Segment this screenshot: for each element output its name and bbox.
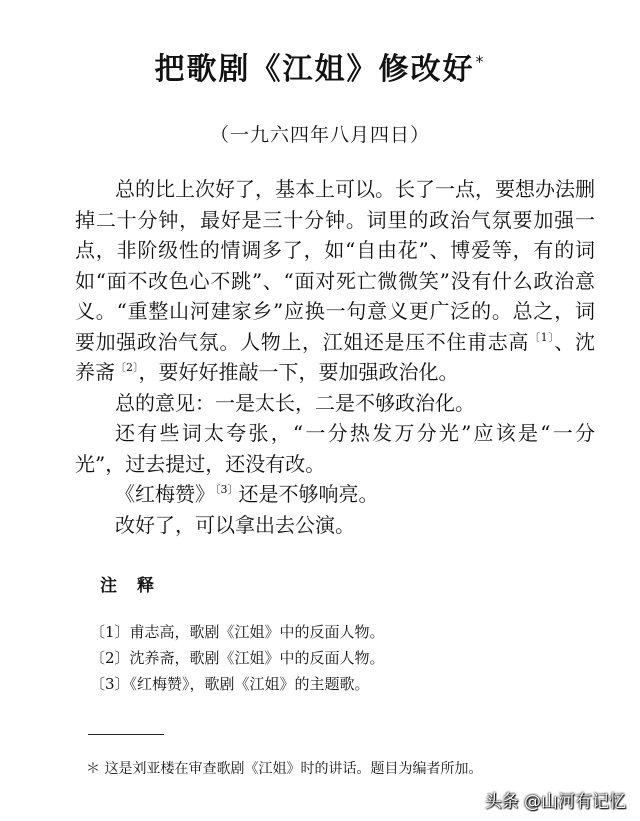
source-watermark: 头条 @山河有记忆 bbox=[484, 792, 626, 812]
paragraph-text: ，要好好推敲一下，要加强政治化。 bbox=[138, 360, 459, 384]
title-footnote-mark: * bbox=[475, 52, 486, 71]
paragraph-3: 还有些词太夸张，“一分热发万分光”应该是“一分光”，过去提过，还没有改。 bbox=[75, 421, 595, 476]
footnote-ref-1: 〔1〕 bbox=[528, 330, 555, 344]
paragraph-text: 总的比上次好了，基本上可以。长了一点，要想办法删掉二十分钟，最好是三十分钟。词里的政治气氛要加强一点，非阶级性的情调多了，如“自由花”、博爱等，有的词如“面不改色心不跳”、“面对死亡微微笑”没有什么政治意义。“重整山河建家乡”应换一句意义更广泛的。总之，词要加强政治气氛。人物上，江姐还是压不住甫志高 bbox=[75, 177, 595, 354]
document-title bbox=[0, 44, 640, 88]
notes-list bbox=[90, 619, 610, 697]
footnote-ref-2: 〔2〕 bbox=[115, 361, 139, 374]
title-text: 把歌剧《江姐》修改好 bbox=[154, 52, 475, 87]
paragraph-text: 还是不够响亮。 bbox=[238, 482, 379, 506]
note-item: 〔3〕《红梅赞》，歌剧《江姐》的主题歌。 bbox=[90, 675, 370, 693]
footnote-ref-3: 〔3〕 bbox=[215, 483, 239, 496]
paragraph-text: 《红梅赞》 bbox=[115, 482, 215, 506]
note-item: 〔1〕甫志高，歌剧《江姐》中的反面人物。 bbox=[90, 623, 385, 641]
paragraph-4 bbox=[75, 479, 595, 510]
paragraph-text: 、沈养斋 bbox=[75, 329, 596, 384]
editor-footnote: ＊ 这是刘亚楼在审查歌剧《江姐》时的讲话。题目为编者所加。 bbox=[86, 761, 483, 777]
paragraph-5: 改好了，可以拿出去公演。 bbox=[115, 512, 355, 537]
speech-body bbox=[75, 174, 595, 540]
footnote-divider bbox=[88, 734, 164, 735]
paragraph-1 bbox=[75, 174, 595, 388]
note-item: 〔2〕沈养斋，歌剧《江姐》中的反面人物。 bbox=[90, 649, 385, 667]
notes-heading: 注释 bbox=[100, 576, 174, 596]
speech-date: （一九六四年八月四日） bbox=[209, 124, 430, 146]
paragraph-2: 总的意见：一是太长，二是不够政治化。 bbox=[115, 390, 475, 415]
